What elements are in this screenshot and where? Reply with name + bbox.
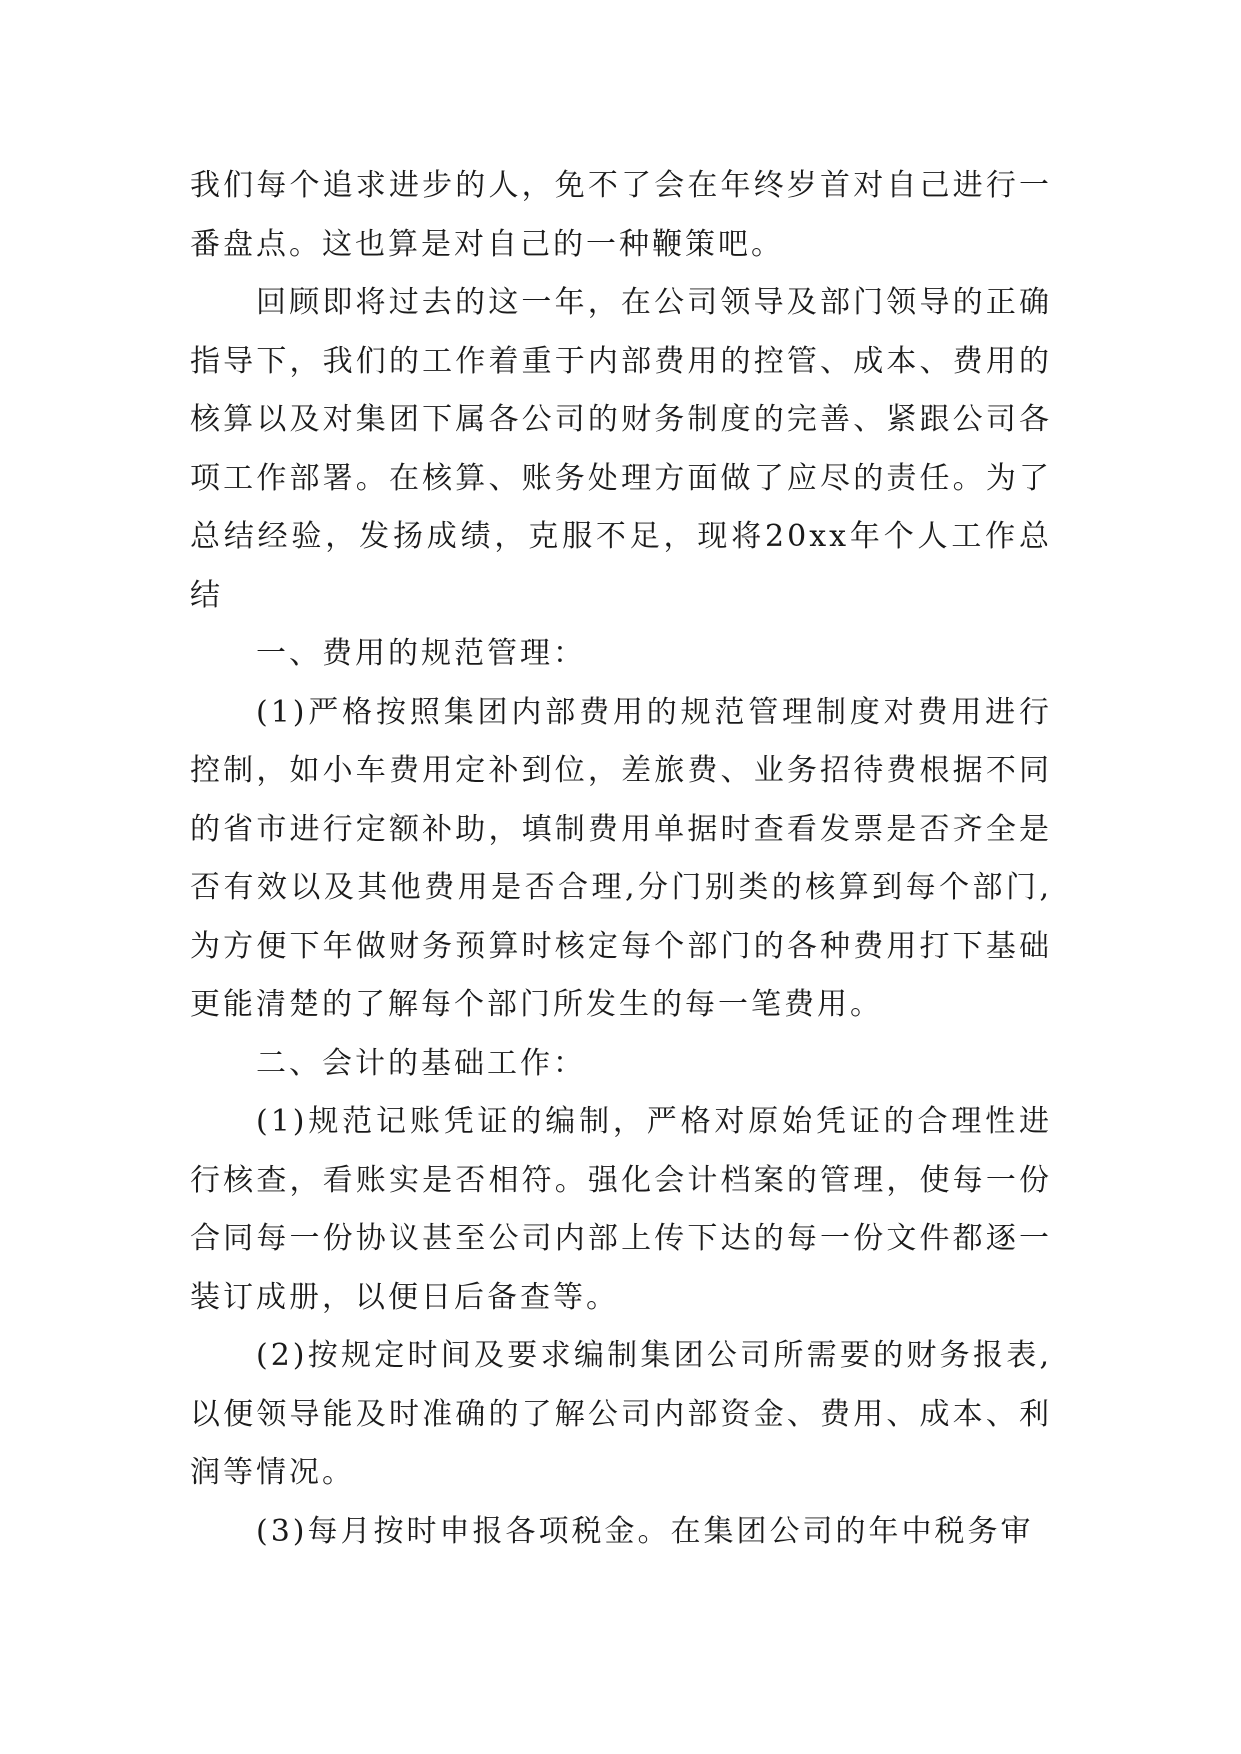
paragraph-1: 我们每个追求进步的人，免不了会在年终岁首对自己进行一番盘点。这也算是对自己的一种鞭策吧。	[190, 168, 1052, 262]
paragraph-3: (1)严格按照集团内部费用的规范管理制度对费用进行控制，如小车费用定补到位，差旅费、业务招待费根据不同的省市进行定额补助，填制费用单据时查看发票是否齐全是否有效以及其他费用是否合理,分门别类的核算到每个部门,为方便下年做财务预算时核定每个部门的各种费用打下基础更能清楚的了解每个部门所发生的每一笔费用。	[190, 694, 1052, 1022]
paragraph-4: (1)规范记账凭证的编制，严格对原始凭证的合理性进行核查，看账实是否相符。强化会计档案的管理，使每一份合同每一份协议甚至公司内部上传下达的每一份文件都逐一装订成册，以便日后备查等。	[190, 1104, 1052, 1315]
paragraph-5: (2)按规定时间及要求编制集团公司所需要的财务报表,以便领导能及时准确的了解公司内部资金、费用、成本、利润等情况。	[190, 1338, 1052, 1490]
paragraph-6: (3)每月按时申报各项税金。在集团公司的年中税务审	[256, 1513, 1034, 1549]
section-heading-2: 二、会计的基础工作：	[256, 1045, 586, 1081]
document-body	[190, 157, 1052, 1561]
section-heading-1: 一、费用的规范管理：	[256, 636, 586, 671]
paragraph-2: 回顾即将过去的这一年，在公司领导及部门领导的正确指导下，我们的工作着重于内部费用的控管、成本、费用的核算以及对集团下属各公司的财务制度的完善、紧跟公司各项工作部署。在核算、账务处理方面做了应尽的责任。为了总结经验，发扬成绩，克服不足，现将20xx年个人工作总结	[190, 285, 1052, 613]
